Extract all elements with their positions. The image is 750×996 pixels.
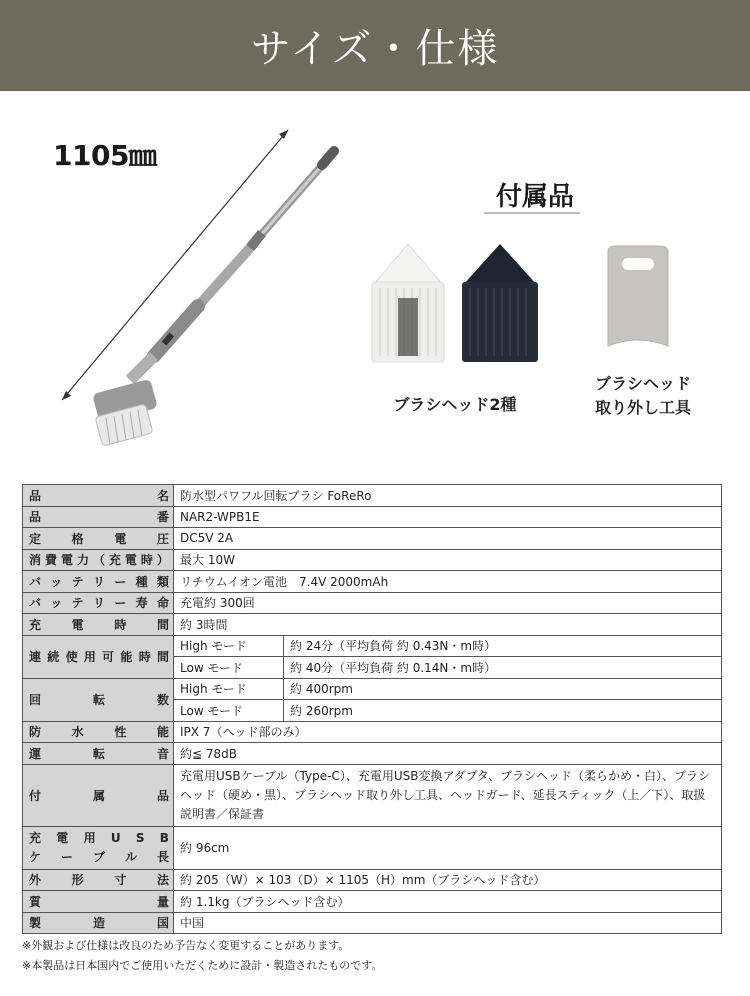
spec-value-model: NAR2-WPB1E	[174, 506, 722, 528]
spec-label-text: バ ッ テ リ ー 種 類	[29, 574, 169, 589]
table-row	[23, 721, 722, 743]
spec-label-text: 質 量	[29, 894, 169, 909]
spec-value-waterproof: IPX 7（ヘッド部のみ）	[174, 721, 722, 743]
spec-label-text: バ ッ テ リ ー 寿 命	[29, 596, 169, 611]
spec-label-noise	[23, 743, 174, 765]
spec-rpm-high-mode: High モード	[174, 678, 284, 700]
spec-label-dimensions	[23, 869, 174, 891]
spec-value-battery-life: 充電約 300回	[174, 592, 722, 614]
length-label: 1105㎜	[53, 139, 157, 172]
spec-label-rpm	[23, 678, 174, 721]
spec-label-voltage	[23, 528, 174, 550]
brush-heads-label: ブラシヘッド2種	[393, 395, 517, 414]
spec-label-text: 回 転 数	[29, 693, 169, 707]
spec-label-usage-time	[23, 635, 174, 678]
spec-usage-low-value: 約 40分（平均負荷 約 0.14N・m時）	[284, 657, 722, 679]
footnote-1: ※外観および仕様は改良のため予告なく変更することがあります。	[22, 939, 350, 952]
spec-label-text: 運 転 音	[29, 746, 169, 761]
spec-usage-high-value: 約 24分（平均負荷 約 0.43N・m時）	[284, 635, 722, 657]
spec-usage-high-mode: High モード	[174, 635, 284, 657]
removal-tool-label-line1: ブラシヘッド	[594, 374, 691, 393]
black-brush-head-image	[462, 244, 538, 362]
footnotes	[22, 936, 382, 976]
table-row	[23, 891, 722, 913]
table-row	[23, 826, 722, 869]
accessories-image	[360, 238, 700, 368]
spec-rpm-low-mode: Low モード	[174, 700, 284, 722]
spec-table	[22, 484, 722, 934]
spec-label-name	[23, 485, 174, 507]
spec-value-included: 充電用USBケーブル（Type-C）、充電用USB変換アダプタ、ブラシヘッド（柔らかめ・白）、ブラシヘッド（硬め・黒）、ブラシヘッド取り外し工具、ヘッドガード、延長スティック（上／下）、取扱説明書／保証書	[174, 764, 722, 826]
spec-label-included	[23, 764, 174, 826]
accessories-title-underline	[484, 212, 580, 214]
table-row	[23, 614, 722, 636]
page-header	[0, 0, 750, 91]
spec-value-battery-type: リチウムイオン電池 7.4V 2000mAh	[174, 571, 722, 593]
spec-label-text: 連 続 使 用 可 能 時 間	[29, 650, 169, 664]
table-row	[23, 743, 722, 765]
spec-label-text: 消 費 電 力 （ 充 電 時 ）	[29, 553, 169, 568]
page-title: サイズ・仕様	[250, 26, 500, 72]
spec-label-charge-time	[23, 614, 174, 636]
footnote-2: ※本製品は日本国内でご使用いただくために設計・製造されたものです。	[22, 959, 383, 972]
spec-value-weight: 約 1.1kg（ブラシヘッド含む）	[174, 891, 722, 913]
spec-usage-low-mode: Low モード	[174, 657, 284, 679]
spec-label-weight	[23, 891, 174, 913]
spec-label-text: 充 電 時 間	[29, 617, 169, 632]
table-row	[23, 764, 722, 826]
spec-label-text: 外 形 寸 法	[29, 873, 169, 888]
spec-label-text: 防 水 性 能	[29, 725, 169, 740]
spec-value-cable: 約 96cm	[174, 826, 722, 869]
spec-label-waterproof	[23, 721, 174, 743]
spec-label-text: 付 属 品	[29, 788, 169, 803]
spec-label-origin	[23, 912, 174, 934]
spec-rpm-high-value: 約 400rpm	[284, 678, 722, 700]
spec-label-model	[23, 506, 174, 528]
table-row	[23, 912, 722, 934]
spec-value-voltage: DC5V 2A	[174, 528, 722, 550]
spec-label-battery-life	[23, 592, 174, 614]
accessories-title: 付属品	[495, 182, 574, 212]
table-row	[23, 485, 722, 507]
table-row	[23, 635, 722, 657]
removal-tool-image	[608, 246, 668, 346]
spec-label-text: ケ ー ブ ル 長	[29, 849, 169, 864]
table-row	[23, 506, 722, 528]
removal-tool-label-line2: 取り外し工具	[594, 398, 691, 417]
table-row	[23, 869, 722, 891]
spec-label-text: 品 番	[29, 510, 169, 525]
table-row	[23, 571, 722, 593]
spec-label-text: 定 格 電 圧	[29, 531, 169, 546]
removal-tool-label	[578, 372, 708, 420]
spec-label-power	[23, 549, 174, 571]
table-row	[23, 678, 722, 700]
spec-value-origin: 中国	[174, 912, 722, 934]
table-row	[23, 549, 722, 571]
spec-label-text: 品 名	[29, 488, 169, 503]
table-row	[23, 528, 722, 550]
spec-rpm-low-value: 約 260rpm	[284, 700, 722, 722]
table-row	[23, 592, 722, 614]
spec-value-noise: 約≦ 78dB	[174, 743, 722, 765]
spec-label-text: 製 造 国	[29, 916, 169, 931]
spec-label-battery-type	[23, 571, 174, 593]
white-brush-head-image	[372, 244, 444, 362]
spec-value-name: 防水型パワフル回転ブラシ FoReRo	[174, 485, 722, 507]
spec-label-text: 充 電 用 U S B	[29, 830, 169, 845]
spec-value-charge-time: 約 3時間	[174, 614, 722, 636]
spec-label-cable	[23, 826, 174, 869]
spec-value-dimensions: 約 205（W）× 103（D）× 1105（H）mm（ブラシヘッド含む）	[174, 869, 722, 891]
spec-value-power: 最大 10W	[174, 549, 722, 571]
